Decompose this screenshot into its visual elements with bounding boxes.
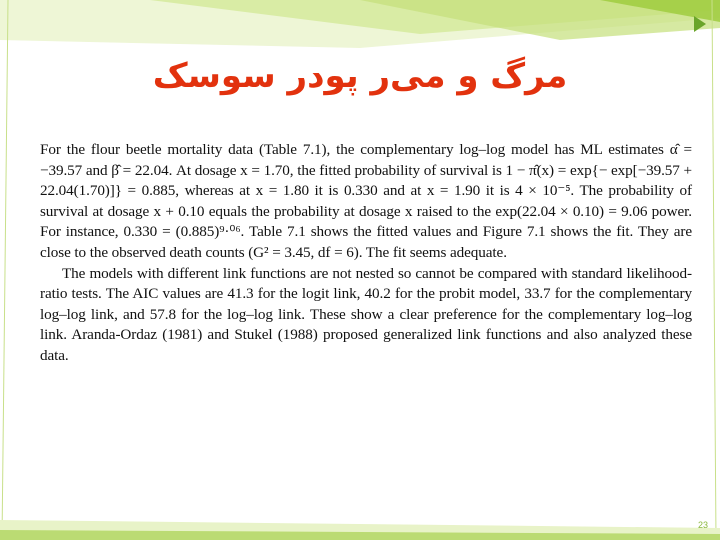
paragraph-flour-beetle-fit: For the flour beetle mortality data (Table 7.1), the complementary log–log model has ML estimates α̂ = −39.57 and β̂ = 22.04. At dosage x = 1.70, the fitted probability of survival is 1 − π̂(x) = exp{− exp[−39.57 + 22.04(1.70)]} = 0.885, whereas at x = 1.80 it is 0.330 and at x = 1.90 it is 4 × 10⁻⁵. The probability of survival at dosage x + 0.10 equals the probability at dosage x raised to the exp(22.04 × 0.10) = 9.06 power. For instance, 0.330 = (0.885)⁹·⁰⁶. Table 7.1 shows the fitted values and Figure 7.1 shows the fit. They are close to the observed death counts (G² = 3.45, df = 6). The fit seems adequate. [40, 141, 692, 261]
right-edge-line [697, 0, 720, 540]
bottom-decoration [0, 510, 720, 540]
scanned-text-excerpt [40, 140, 692, 408]
left-edge-line [0, 0, 20, 540]
page-number: 23 [697, 520, 708, 530]
paragraph-link-comparison: The models with different link functions are not nested so cannot be compared with standard likelihood-ratio tests. The AIC values are 41.3 for the logit link, 40.2 for the probit model, 33.7 for the complementary log–log link, and 57.8 for the log–log link. These show a clear preference for the complementary log–log link. Aranda-Ordaz (1981) and Stukel (1988) proposed generalized link functions and also analyzed these data. [40, 264, 692, 364]
slide-title: مرگ و می‌ر پودر سوسک [152, 56, 568, 96]
arrow-icon [690, 14, 710, 34]
